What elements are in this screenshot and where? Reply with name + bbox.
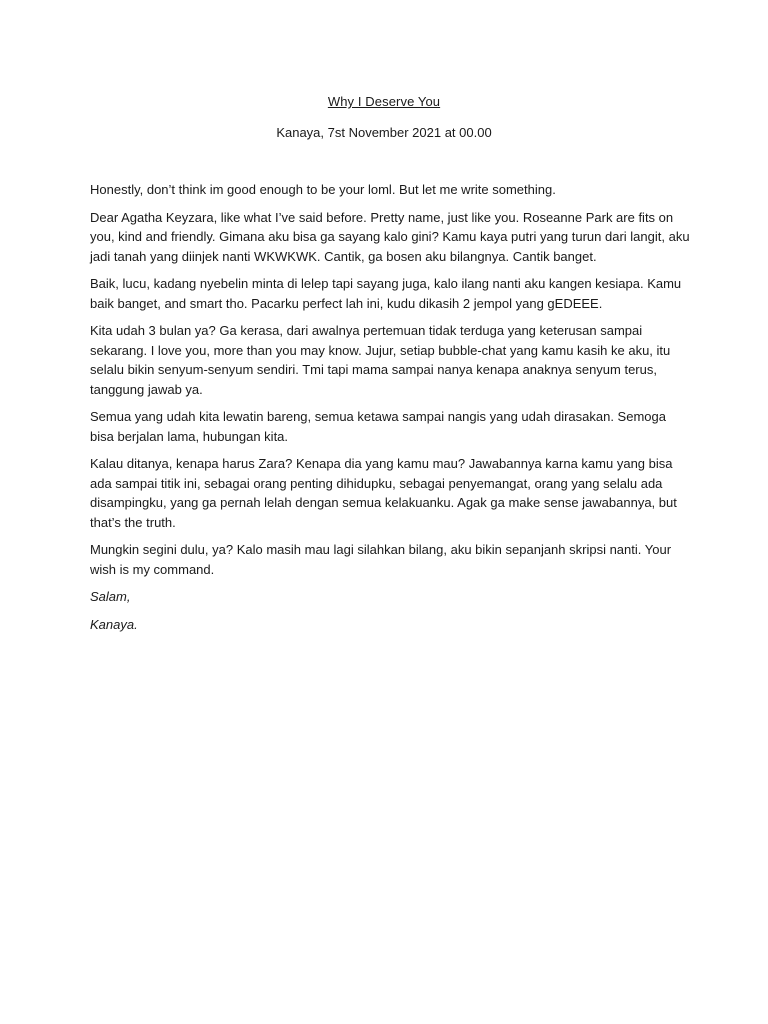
paragraph-why-zara: Kalau ditanya, kenapa harus Zara? Kenapa dia yang kamu mau? Jawabannya karna kamu yang bisa ada sampai titik ini, sebagai orang penting dihidupku, sebagai penyemangat, orang yang selalu ada disampingku, yang ga pernah lelah dengan semua kelakuanku. Agak ga make sense jawabannya, but that’s the truth. bbox=[90, 456, 677, 530]
paragraph-greeting: Dear Agatha Keyzara, like what I’ve said before. Pretty name, just like you. Roseanne Park are fits on you, kind and friendly. Gimana aku bisa ga sayang kalo gini? Kamu kaya putri yang turun dari langit, aku jadi tanah yang diinjek nanti WKWKWK. Cantik, ga bosen aku bilangnya. Cantik banget. bbox=[90, 209, 690, 264]
letter-dateline: Kanaya, 7st November 2021 at 00.00 bbox=[276, 125, 492, 140]
paragraph-praise: Baik, lucu, kadang nyebelin minta di lelep tapi sayang juga, kalo ilang nanti aku kangen kesiapa. Kamu baik banget, and smart tho. Pacarku perfect lah ini, kudu dikasih 2 jempol yang gEDEEE. bbox=[90, 276, 682, 311]
letter-signature: Kanaya. bbox=[90, 616, 138, 632]
paragraph-memories: Semua yang udah kita lewatin bareng, semua ketawa sampai nangis yang udah dirasakan. Semoga bisa berjalan lama, hubungan kita. bbox=[90, 409, 666, 444]
letter-body bbox=[90, 180, 690, 642]
letter-title: Why I Deserve You bbox=[327, 94, 441, 109]
paragraph-three-months: Kita udah 3 bulan ya? Ga kerasa, dari awalnya pertemuan tidak terduga yang keterusan sampai sekarang. I love you, more than you may know. Jujur, setiap bubble-chat yang kamu kasih ke aku, itu selalu bikin senyum-senyum sendiri. Tmi tapi mama sampai nanya kenapa anaknya senyum terus, tanggung jawab ya. bbox=[90, 323, 671, 397]
paragraph-closing-remark: Mungkin segini dulu, ya? Kalo masih mau lagi silahkan bilang, aku bikin sepanjanh skripsi nanti. Your wish is my command. bbox=[90, 542, 672, 577]
letter-closing: Salam, bbox=[90, 589, 131, 604]
paragraph-intro: Honestly, don’t think im good enough to be your loml. But let me write something. bbox=[90, 182, 556, 197]
